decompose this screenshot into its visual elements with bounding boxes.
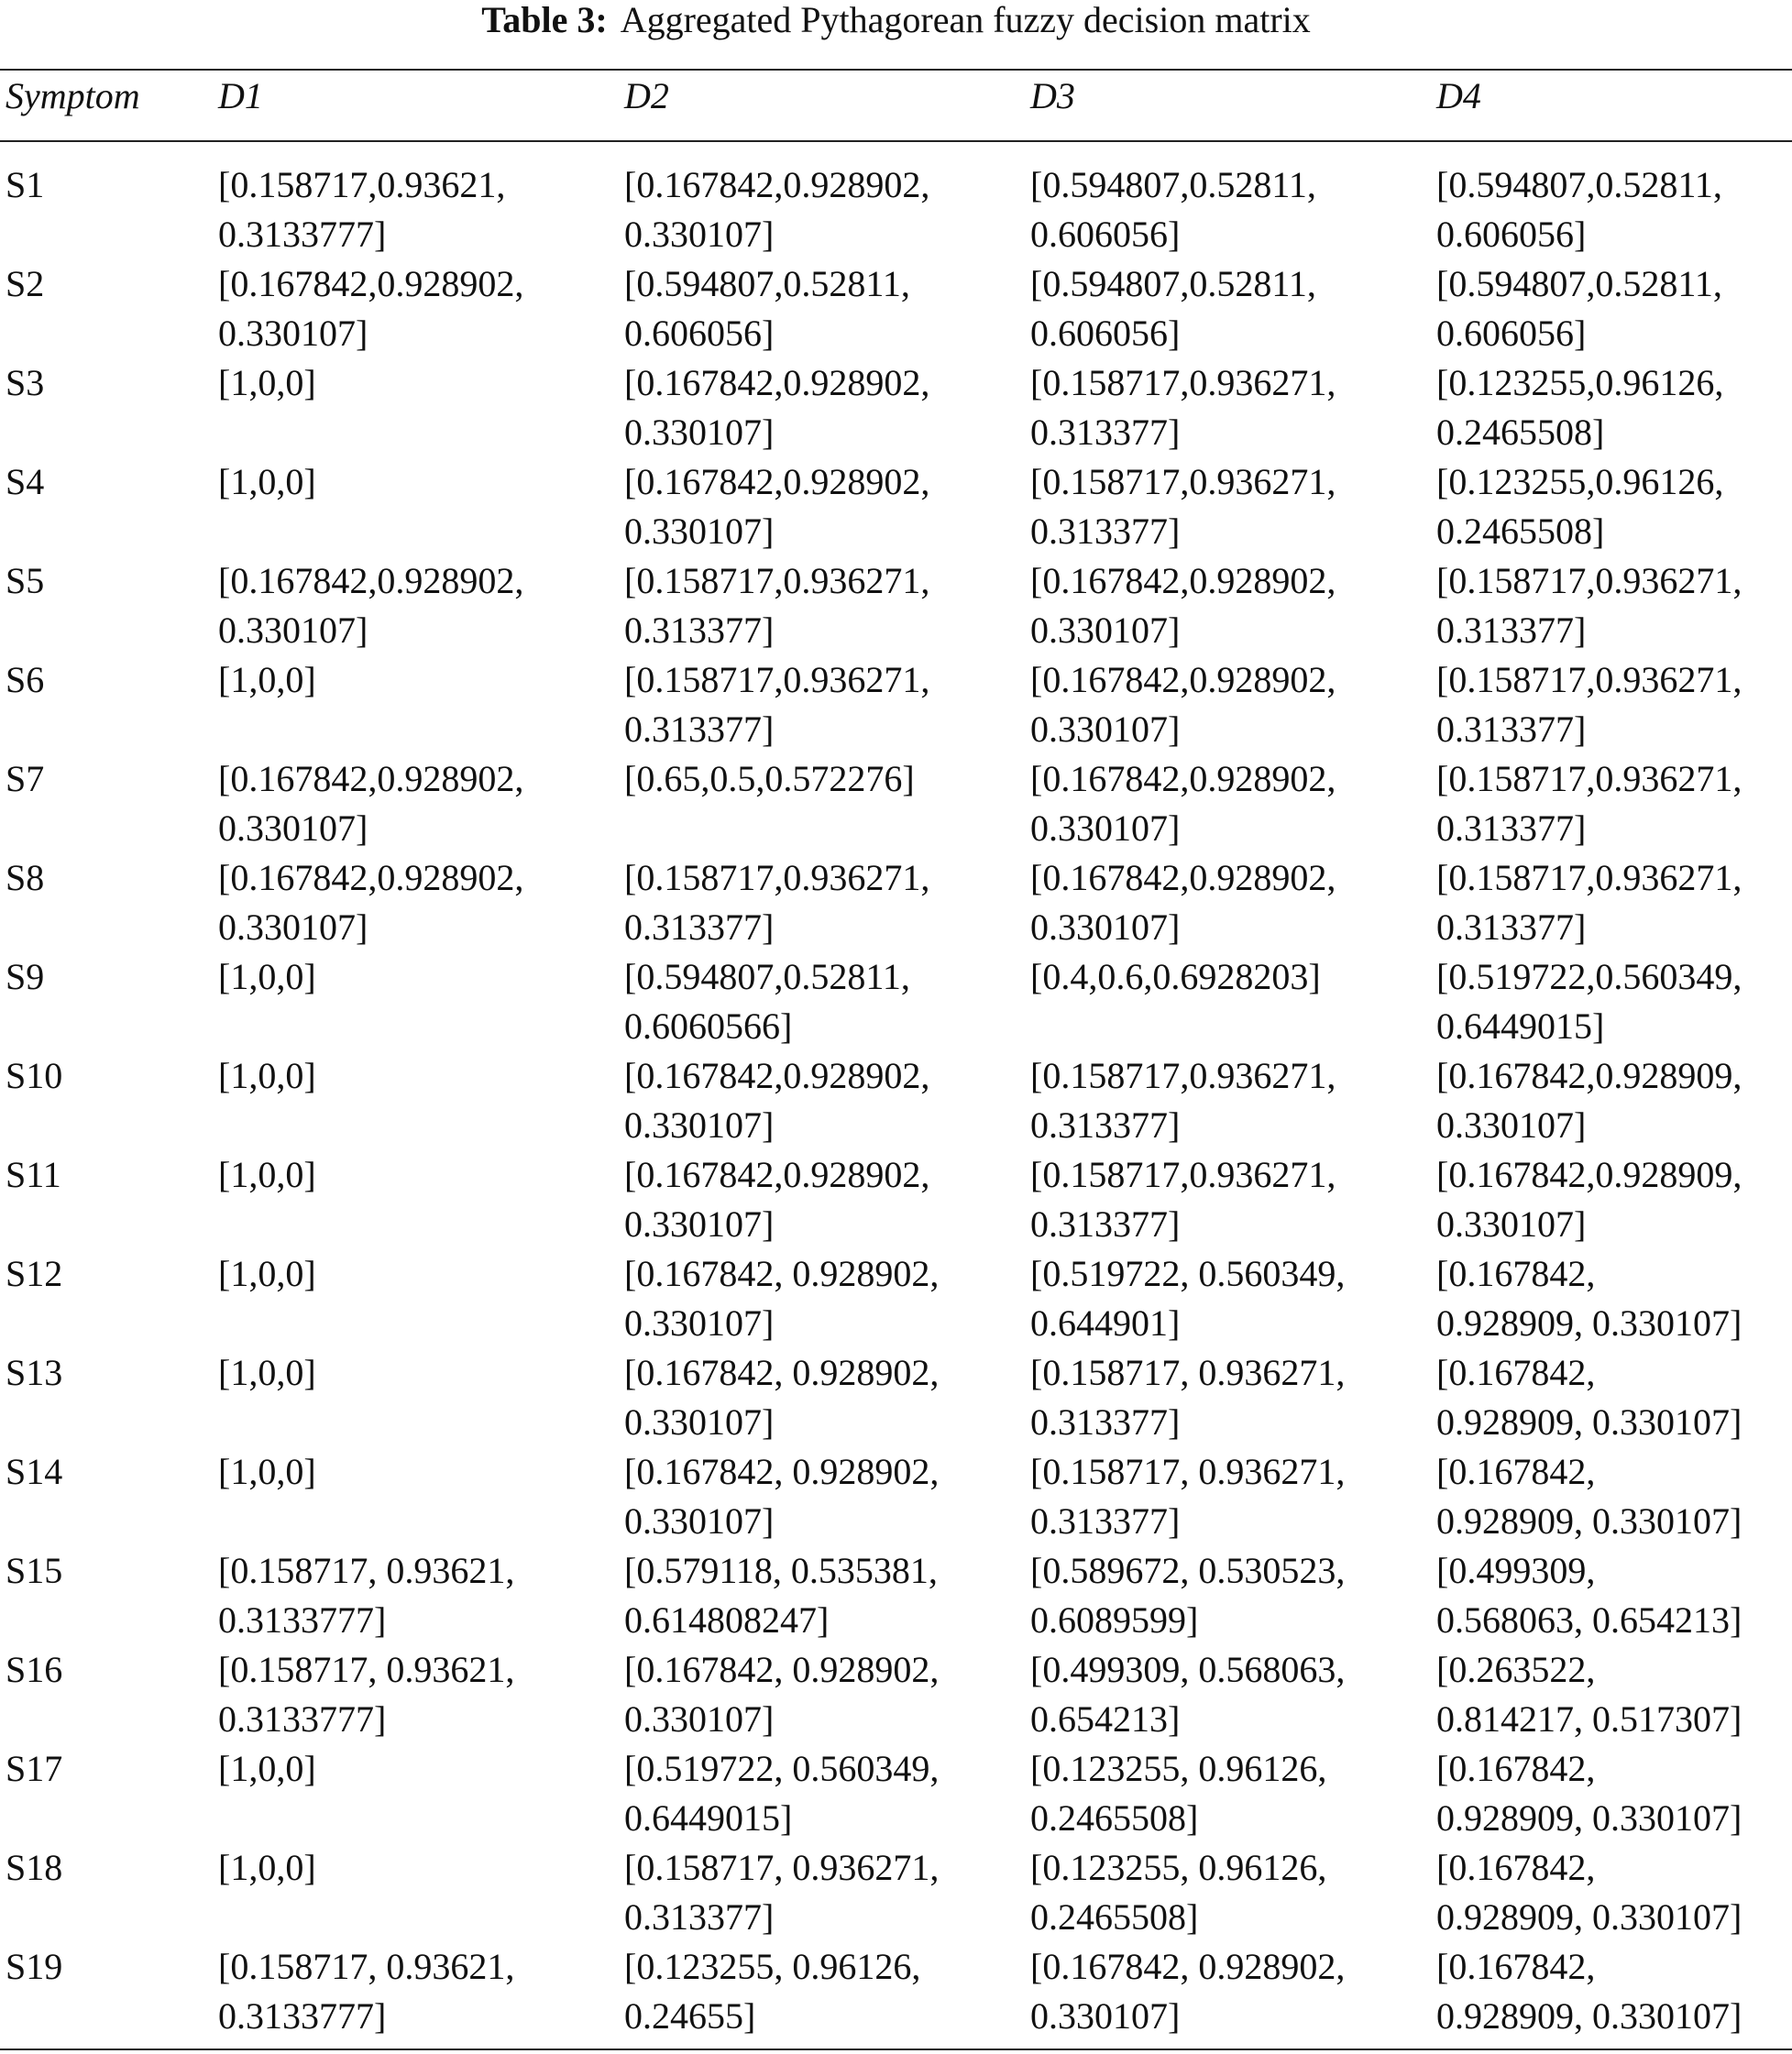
value-cell-d3: [0.167842,0.928902, 0.330107] [1030,560,1336,651]
value-cell-d3: [0.167842,0.928902, 0.330107] [1030,659,1336,750]
table-caption-title: Aggregated Pythagorean fuzzy decision matrix [620,0,1311,40]
symptom-cell: S7 [5,758,45,799]
value-cell-d1: [1,0,0] [218,1451,316,1492]
value-cell-d3: [0.167842,0.928902, 0.330107] [1030,857,1336,948]
value-cell-d1: [0.167842,0.928902, 0.330107] [218,857,524,948]
value-cell-d1: [0.167842,0.928902, 0.330107] [218,263,524,354]
value-cell-d2: [0.167842,0.928902, 0.330107] [624,164,930,255]
value-cell-d3: [0.158717,0.936271, 0.313377] [1030,362,1336,453]
table-row [0,259,1792,358]
table-row [0,853,1792,952]
symptom-cell: S18 [5,1847,63,1888]
value-cell-d1: [1,0,0] [218,1847,316,1888]
table-caption-label: Table 3: [481,0,608,40]
value-cell-d2: [0.167842, 0.928902, 0.330107] [624,1451,940,1542]
symptom-cell: S5 [5,560,45,601]
value-cell-d3: [0.123255, 0.96126, 0.2465508] [1030,1847,1327,1938]
table-caption [0,0,1792,40]
value-cell-d1: [1,0,0] [218,659,316,700]
value-cell-d2: [0.65,0.5,0.572276] [624,758,915,799]
table-row [0,952,1792,1051]
symptom-cell: S17 [5,1748,63,1789]
value-cell-d4: [0.158717,0.936271, 0.313377] [1436,758,1743,849]
symptom-cell: S12 [5,1253,63,1294]
value-cell-d1: [1,0,0] [218,461,316,502]
table-row [0,1150,1792,1249]
table-row [0,655,1792,754]
value-cell-d3: [0.158717, 0.936271, 0.313377] [1030,1352,1346,1443]
value-cell-d1: [1,0,0] [218,1154,316,1195]
value-cell-d1: [1,0,0] [218,1055,316,1096]
value-cell-d3: [0.123255, 0.96126, 0.2465508] [1030,1748,1327,1839]
value-cell-d1: [0.158717, 0.93621, 0.3133777] [218,1649,515,1740]
table-row [0,1645,1792,1744]
value-cell-d4: [0.167842, 0.928909, 0.330107] [1436,1253,1743,1344]
value-cell-d3: [0.167842,0.928902, 0.330107] [1030,758,1336,849]
value-cell-d2: [0.158717,0.936271, 0.313377] [624,560,930,651]
value-cell-d4: [0.123255,0.96126, 0.2465508] [1436,461,1724,552]
value-cell-d1: [1,0,0] [218,1352,316,1393]
value-cell-d2: [0.158717, 0.936271, 0.313377] [624,1847,940,1938]
symptom-cell: S10 [5,1055,63,1096]
value-cell-d3: [0.158717,0.936271, 0.313377] [1030,461,1336,552]
header-d3: D3 [1030,75,1075,116]
value-cell-d3: [0.158717,0.936271, 0.313377] [1030,1055,1336,1146]
value-cell-d4: [0.519722,0.560349, 0.6449015] [1436,956,1743,1047]
value-cell-d2: [0.167842, 0.928902, 0.330107] [624,1649,940,1740]
table-bottom-rule [0,2049,1792,2050]
symptom-cell: S3 [5,362,45,403]
symptom-cell: S4 [5,461,45,502]
table-row [0,1744,1792,1843]
symptom-cell: S19 [5,1946,63,1987]
value-cell-d2: [0.519722, 0.560349, 0.6449015] [624,1748,940,1839]
table-row [0,754,1792,853]
value-cell-d1: [1,0,0] [218,956,316,997]
value-cell-d2: [0.594807,0.52811, 0.6060566] [624,956,910,1047]
value-cell-d4: [0.123255,0.96126, 0.2465508] [1436,362,1724,453]
value-cell-d3: [0.519722, 0.560349, 0.644901] [1030,1253,1346,1344]
table-row [0,1942,1792,2041]
value-cell-d1: [1,0,0] [218,1748,316,1789]
table-row [0,1447,1792,1546]
header-symptom: Symptom [5,75,140,116]
table-row [0,457,1792,556]
value-cell-d2: [0.158717,0.936271, 0.313377] [624,659,930,750]
value-cell-d1: [0.158717,0.93621, 0.3133777] [218,164,506,255]
value-cell-d4: [0.167842,0.928909, 0.330107] [1436,1055,1743,1146]
value-cell-d1: [1,0,0] [218,362,316,403]
table-body-spacer [0,140,1792,160]
symptom-cell: S2 [5,263,45,304]
symptom-cell: S15 [5,1550,63,1591]
value-cell-d4: [0.263522, 0.814217, 0.517307] [1436,1649,1743,1740]
value-cell-d3: [0.158717,0.936271, 0.313377] [1030,1154,1336,1245]
table-row [0,160,1792,259]
table-row [0,556,1792,655]
value-cell-d3: [0.589672, 0.530523, 0.6089599] [1030,1550,1346,1641]
value-cell-d2: [0.158717,0.936271, 0.313377] [624,857,930,948]
value-cell-d4: [0.167842, 0.928909, 0.330107] [1436,1748,1743,1839]
value-cell-d4: [0.167842,0.928909, 0.330107] [1436,1154,1743,1245]
value-cell-d4: [0.158717,0.936271, 0.313377] [1436,659,1743,750]
table-row [0,358,1792,457]
value-cell-d2: [0.594807,0.52811, 0.606056] [624,263,910,354]
table-body [0,140,1792,2041]
value-cell-d4: [0.167842, 0.928909, 0.330107] [1436,1451,1743,1542]
table-header [0,71,1792,140]
symptom-cell: S1 [5,164,45,205]
value-cell-d3: [0.4,0.6,0.6928203] [1030,956,1321,997]
value-cell-d1: [0.158717, 0.93621, 0.3133777] [218,1946,515,2037]
value-cell-d2: [0.579118, 0.535381, 0.614808247] [624,1550,938,1641]
value-cell-d4: [0.594807,0.52811, 0.606056] [1436,263,1722,354]
value-cell-d1: [0.167842,0.928902, 0.330107] [218,560,524,651]
value-cell-d1: [0.158717, 0.93621, 0.3133777] [218,1550,515,1641]
header-d2: D2 [624,75,669,116]
value-cell-d2: [0.167842,0.928902, 0.330107] [624,362,930,453]
value-cell-d4: [0.158717,0.936271, 0.313377] [1436,560,1743,651]
decision-matrix-table [0,71,1792,2041]
value-cell-d2: [0.167842,0.928902, 0.330107] [624,1055,930,1146]
value-cell-d3: [0.594807,0.52811, 0.606056] [1030,263,1316,354]
header-row [0,71,1792,140]
table-row [0,1249,1792,1348]
value-cell-d3: [0.594807,0.52811, 0.606056] [1030,164,1316,255]
symptom-cell: S14 [5,1451,63,1492]
value-cell-d3: [0.158717, 0.936271, 0.313377] [1030,1451,1346,1542]
symptom-cell: S16 [5,1649,63,1690]
symptom-cell: S9 [5,956,45,997]
value-cell-d4: [0.167842, 0.928909, 0.330107] [1436,1847,1743,1938]
symptom-cell: S6 [5,659,45,700]
table-row [0,1348,1792,1447]
value-cell-d2: [0.167842, 0.928902, 0.330107] [624,1253,940,1344]
value-cell-d1: [0.167842,0.928902, 0.330107] [218,758,524,849]
symptom-cell: S11 [5,1154,61,1195]
value-cell-d2: [0.167842,0.928902, 0.330107] [624,1154,930,1245]
value-cell-d2: [0.167842,0.928902, 0.330107] [624,461,930,552]
value-cell-d1: [1,0,0] [218,1253,316,1294]
value-cell-d2: [0.167842, 0.928902, 0.330107] [624,1352,940,1443]
value-cell-d4: [0.499309, 0.568063, 0.654213] [1436,1550,1743,1641]
value-cell-d4: [0.167842, 0.928909, 0.330107] [1436,1352,1743,1443]
value-cell-d3: [0.167842, 0.928902, 0.330107] [1030,1946,1346,2037]
header-d1: D1 [218,75,263,116]
table-row [0,1051,1792,1150]
table-row [0,1546,1792,1645]
symptom-cell: S13 [5,1352,63,1393]
value-cell-d2: [0.123255, 0.96126, 0.24655] [624,1946,921,2037]
header-d4: D4 [1436,75,1481,116]
value-cell-d4: [0.167842, 0.928909, 0.330107] [1436,1946,1743,2037]
value-cell-d4: [0.158717,0.936271, 0.313377] [1436,857,1743,948]
symptom-cell: S8 [5,857,45,898]
table-row [0,1843,1792,1942]
value-cell-d3: [0.499309, 0.568063, 0.654213] [1030,1649,1346,1740]
value-cell-d4: [0.594807,0.52811, 0.606056] [1436,164,1722,255]
